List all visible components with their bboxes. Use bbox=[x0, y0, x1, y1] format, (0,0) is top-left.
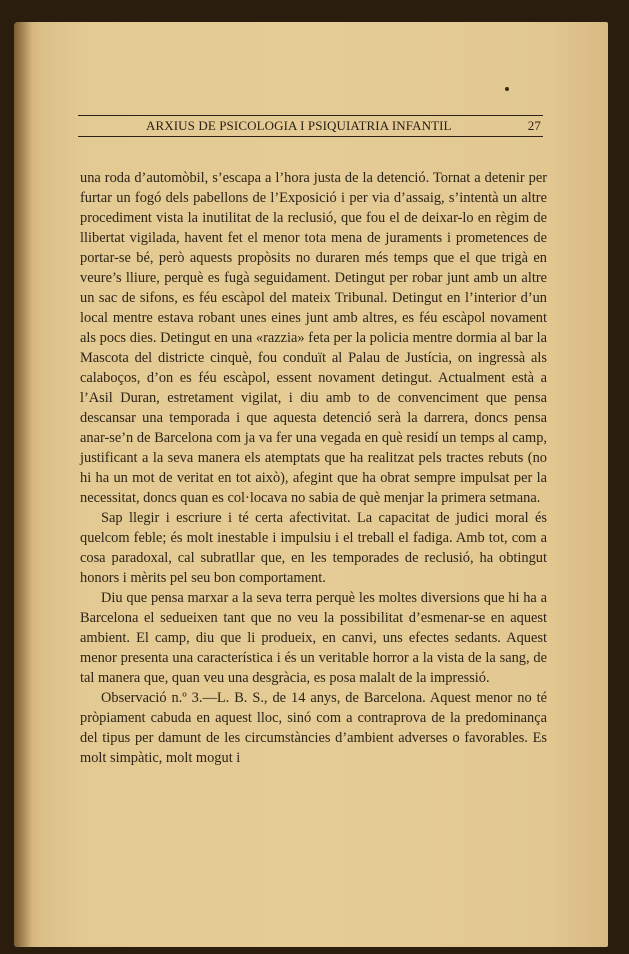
paragraph-1: una roda d’automòbil, s’escapa a l’hora justa de la detenció. Tornat a detenir per furtar un fogó dels pabellons de l’Exposició i per via d’assaig, s’intentà un altre procediment vista la inutilitat de la reclusió, que fou el de deixar-lo en règim de llibertat vigilada, havent fet el menor tota mena de juraments i prometences de portar-se bé, però aquests propòsits no duraren més temps que el que trigà en veure’s lliure, perquè es fugà seguidament. Detingut per robar junt amb un altre un sac de sifons, es féu escàpol del mateix Tribunal. Detingut en l’interior d’un local mentre estava robant unes eines junt amb altres, es féu escàpol novament als pocs dies. Detingut en una «razzia» feta per la policia mentre dormia al bar la Mascota del districte cinquè, fou conduït al Palau de Justícia, on ingressà als calaboços, d’on es féu escàpol, essent novament detingut. Actualment està a l’Asil Duran, estretament vigilat, i diu amb to de convenciment que pensa descansar una temporada i que aquesta detenció serà la darrera, doncs pensa anar-se’n de Barcelona com ja va fer una vegada en què residí un temps al camp, justificant a la seva manera els atemptats que ha realitzat pels tractes rebuts (no hi ha un mot de veritat en tot això), afegint que ha obrat sempre impulsat per la necessitat, doncs quan es col·locava no sabia de què menjar la primera setmana. bbox=[80, 170, 547, 506]
running-header bbox=[78, 110, 543, 140]
body-text bbox=[80, 168, 547, 768]
paragraph-2: Sap llegir i escriure i té certa afectivitat. La capacitat de judici moral és quelcom feble; és molt inestable i impulsiu i el treball el fadiga. Amb tot, com a cosa paradoxal, cal subratllar que, en les temporades de reclusió, ha obtingut honors i mèrits pel seu bon comportament. bbox=[80, 510, 547, 586]
paragraph-3: Diu que pensa marxar a la seva terra perquè les moltes diversions que hi ha a Barcelona el sedueixen tant que no veu la possibilitat d’esmenar-se en aquest ambient. El camp, diu que li produeix, en canvi, uns efectes sedants. Aquest menor presenta una característica i és un veritable horror a la vista de la sang, de tal manera que, quan veu una desgràcia, es posa malalt de la impressió. bbox=[80, 590, 547, 686]
header-rule-bottom bbox=[78, 136, 543, 137]
paragraph-4: Observació n.º 3.—L. B. S., de 14 anys, de Barcelona. Aquest menor no té pròpiament cabuda en aquest lloc, sinó com a contraprova de la predominança del tipus per damunt de les circumstàncies d’ambient adverses o favorables. Es molt simpàtic, molt mogut i bbox=[80, 690, 547, 766]
header-rule-top bbox=[78, 115, 543, 116]
page-number: 27 bbox=[527, 118, 541, 133]
ink-speck bbox=[505, 87, 509, 91]
journal-title: ARXIUS DE PSICOLOGIA I PSIQUIATRIA INFANTIL bbox=[146, 118, 452, 133]
